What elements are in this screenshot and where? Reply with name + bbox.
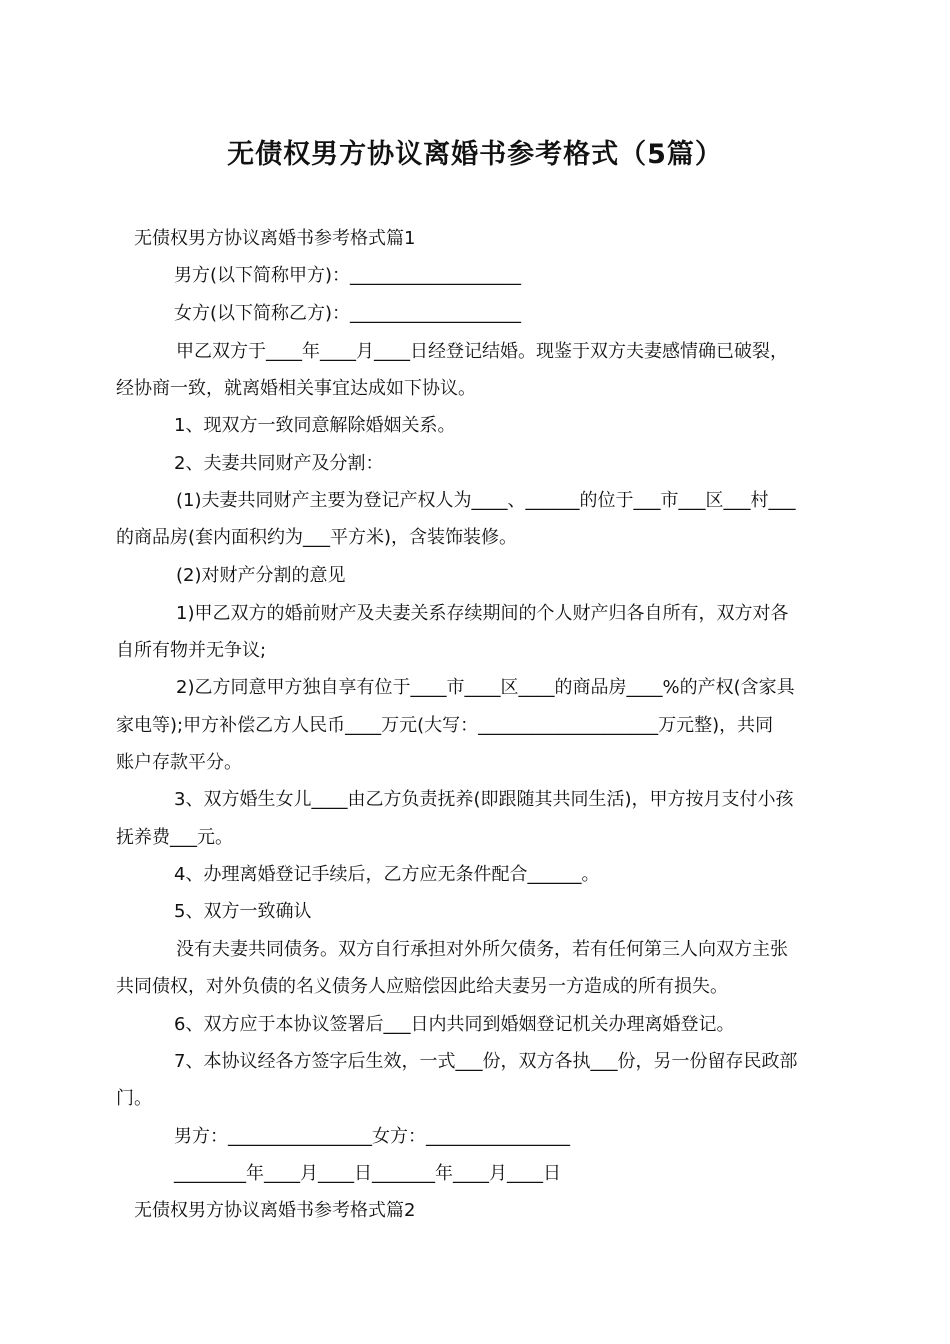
paragraph-line: 3、双方婚生女儿____由乙方负责抚养(即跟随其共同生活)，甲方按月支付小孩 [174,789,794,810]
paragraph-line: 甲乙双方于____年____月____日经登记结婚。现鉴于双方夫妻感情确已破裂， [176,341,788,362]
clause-2: 2、夫妻共同财产及分割： [174,453,384,474]
date-line: ________年____月____日_______年____月____日 [174,1163,561,1184]
clause-4: 4、办理离婚登记手续后，乙方应无条件配合______。 [174,864,600,885]
party-b-line: 女方(以下简称乙方)：___________________ [174,303,522,324]
paragraph-line: 7、本协议经各方签字后生效，一式___份，双方各执___份，另一份留存民政部 [174,1051,798,1072]
clause-6: 6、双方应于本协议签署后___日内共同到婚姻登记机关办理离婚登记。 [174,1014,735,1035]
paragraph-line: 账户存款平分。 [116,752,242,773]
paragraph-line: 的商品房(套内面积约为___平方米)，含装饰装修。 [116,527,518,548]
signature-line: 男方：________________女方：________________ [174,1126,570,1147]
paragraph-line: 没有夫妻共同债务。双方自行承担对外所欠债务，若有任何第三人向双方主张 [176,939,788,960]
paragraph-line: (1)夫妻共同财产主要为登记产权人为____、______的位于___市___区___村___ [176,490,796,511]
clause-5: 5、双方一致确认 [174,901,312,922]
paragraph-line: 经协商一致，就离婚相关事宜达成如下协议。 [116,378,476,399]
paragraph-line: 家电等);甲方补偿乙方人民币____万元(大写：____________________万元整)，共同 [116,715,774,736]
clause-1: 1、现双方一致同意解除婚姻关系。 [174,415,456,436]
section-heading-1: 无债权男方协议离婚书参考格式篇1 [134,228,416,249]
paragraph-line: 抚养费___元。 [116,827,233,848]
paragraph-line: 2)乙方同意甲方独自享有位于____市____区____的商品房____%的产权(含家具 [176,677,795,698]
section-heading-2: 无债权男方协议离婚书参考格式篇2 [134,1200,416,1221]
paragraph-line: 自所有物并无争议; [116,640,267,661]
subclause-2: (2)对财产分割的意见 [176,565,346,586]
document-title: 无债权男方协议离婚书参考格式（5篇） [227,139,723,170]
paragraph-line: 共同债权，对外负债的名义债务人应赔偿因此给夫妻另一方造成的所有损失。 [116,976,728,997]
paragraph-line: 门。 [116,1088,152,1109]
party-a-line: 男方(以下简称甲方)：___________________ [174,265,522,286]
paragraph-line: 1)甲乙双方的婚前财产及夫妻关系存续期间的个人财产归各自所有，双方对各 [176,603,789,624]
